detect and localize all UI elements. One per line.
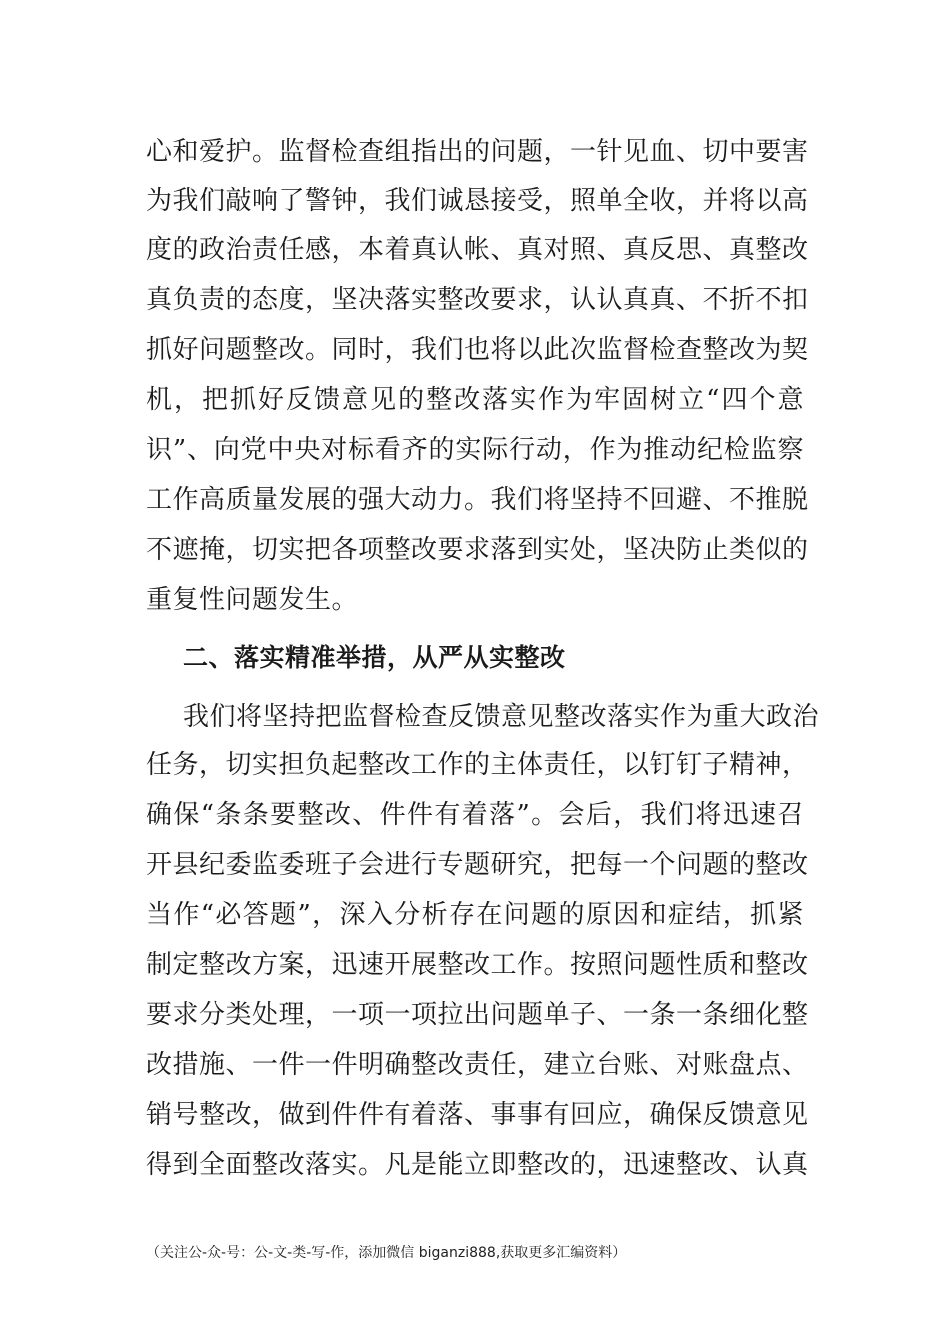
section-heading: 二、落实精准举措，从严从实整改 [183,643,566,672]
paragraph-line: 真负责的态度，坚决落实整改要求，认认真真、不折不扣 [146,285,809,315]
footer-note: （关注公-众-号：公-文-类-写-作，添加微信 biganzi888,获取更多汇编资料） [146,1245,627,1261]
paragraph-line: 不遮掩，切实把各项整改要求落到实处，坚决防止类似的 [146,535,809,565]
paragraph-line: 改措施、一件一件明确整改责任，建立台账、对账盘点、 [146,1050,809,1080]
paragraph-line: 识”、向党中央对标看齐的实际行动，作为推动纪检监察 [146,435,804,465]
paragraph-line: 工作高质量发展的强大动力。我们将坚持不回避、不推脱 [146,485,809,515]
paragraph-line: 销号整改，做到件件有着落、事事有回应，确保反馈意见 [146,1100,809,1130]
paragraph-line: 得到全面整改落实。凡是能立即整改的，迅速整改、认真 [146,1150,809,1180]
paragraph-line: 任务，切实担负起整改工作的主体责任，以钉钉子精神， [146,750,809,780]
paragraph-line: 机，把抓好反馈意见的整改落实作为牢固树立“四个意 [146,385,804,415]
paragraph-line: 制定整改方案，迅速开展整改工作。按照问题性质和整改 [146,950,809,980]
paragraph-line: 开县纪委监委班子会进行专题研究，把每一个问题的整改 [146,850,809,880]
paragraph-line: 抓好问题整改。同时，我们也将以此次监督检查整改为契 [146,335,809,365]
paragraph-line: 当作“必答题”，深入分析存在问题的原因和症结，抓紧 [146,900,804,930]
paragraph-line: 重复性问题发生。 [146,585,359,615]
paragraph-line: 为我们敲响了警钟，我们诚恳接受，照单全收，并将以高 [146,186,809,216]
paragraph-line: 心和爱护。监督检查组指出的问题，一针见血、切中要害 [146,137,809,167]
paragraph-line: 要求分类处理，一项一项拉出问题单子、一条一条细化整 [146,1000,809,1030]
paragraph-line: 确保“条条要整改、件件有着落”。会后，我们将迅速召 [146,800,804,830]
paragraph-line: 我们将坚持把监督检查反馈意见整改落实作为重大政治 [183,702,820,732]
paragraph-line: 度的政治责任感，本着真认帐、真对照、真反思、真整改 [146,235,809,265]
